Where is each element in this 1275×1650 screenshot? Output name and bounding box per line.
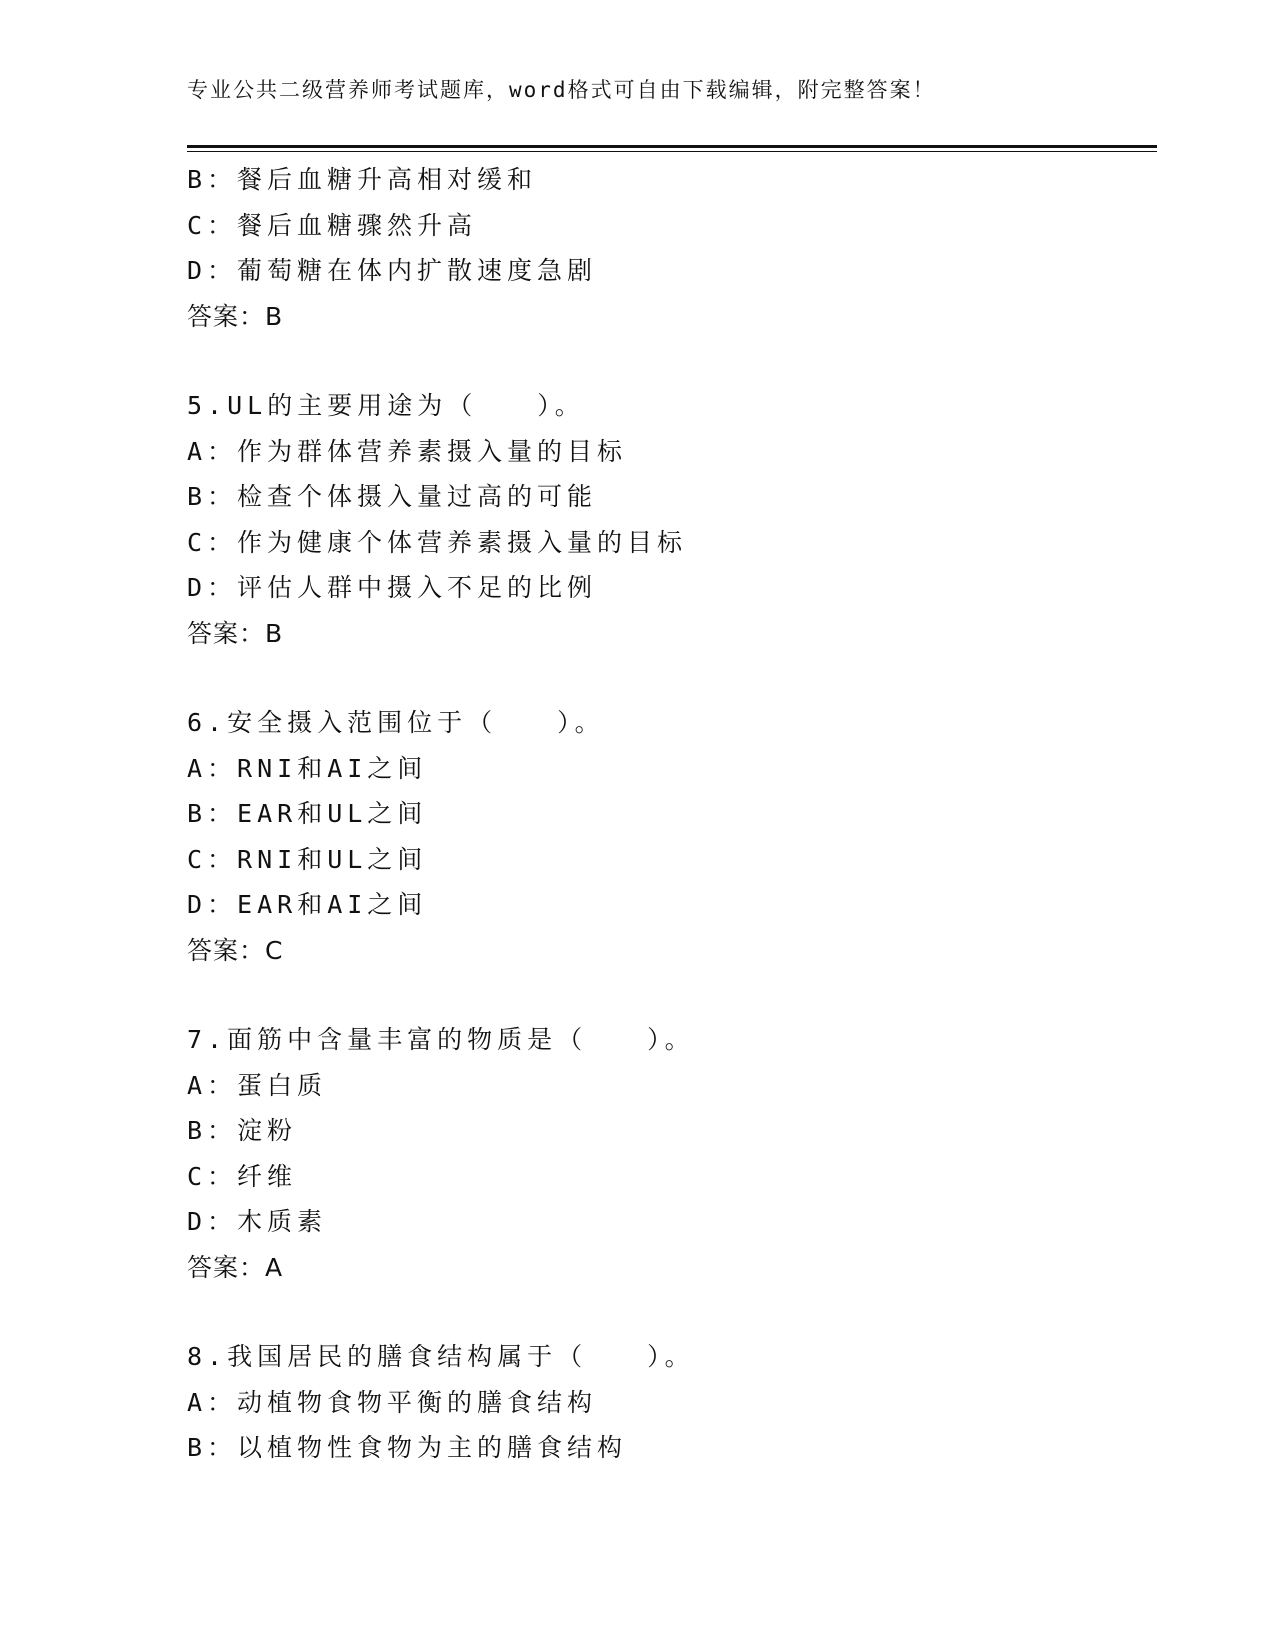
option-b: B：餐后血糖升高相对缓和 — [187, 165, 538, 194]
option-c: C：作为健康个体营养素摄入量的目标 — [187, 527, 688, 557]
question-stem: 5.UL的主要用途为（ ）。 — [187, 391, 585, 420]
question-stem: 6.安全摄入范围位于（ ）。 — [187, 708, 605, 737]
option-c: C：RNI和UL之间 — [187, 844, 428, 874]
option-b: B：EAR和UL之间 — [187, 799, 428, 828]
option-a: A：作为群体营养素摄入量的目标 — [187, 436, 628, 466]
question-8 — [187, 1334, 1147, 1471]
option-d: D：评估人群中摄入不足的比例 — [187, 573, 598, 602]
continued-question — [187, 157, 1147, 339]
option-b: B：检查个体摄入量过高的可能 — [187, 482, 598, 511]
option-d: D：木质素 — [187, 1207, 328, 1236]
question-5 — [187, 383, 1147, 656]
page-header: 专业公共二级营养师考试题库，word格式可自由下载编辑，附完整答案！ — [187, 78, 936, 102]
option-c: C：纤维 — [187, 1161, 298, 1191]
question-7 — [187, 1017, 1147, 1290]
option-a: A：蛋白质 — [187, 1070, 328, 1100]
answer-line: 答案：B — [187, 301, 284, 331]
answer-line: 答案：B — [187, 618, 284, 648]
answer-line: 答案：A — [187, 1252, 284, 1282]
question-6 — [187, 700, 1147, 973]
header-rule-thick — [187, 145, 1157, 148]
option-d: D：EAR和AI之间 — [187, 890, 428, 919]
question-stem: 7.面筋中含量丰富的物质是（ ）。 — [187, 1025, 695, 1054]
question-content — [187, 157, 1147, 1471]
option-d: D：葡萄糖在体内扩散速度急剧 — [187, 256, 598, 285]
option-a: A：动植物食物平衡的膳食结构 — [187, 1387, 598, 1417]
question-stem: 8.我国居民的膳食结构属于（ ）。 — [187, 1342, 695, 1371]
option-b: B：淀粉 — [187, 1116, 298, 1145]
header-rule-thin — [187, 151, 1157, 152]
option-a: A：RNI和AI之间 — [187, 753, 428, 783]
option-c: C：餐后血糖骤然升高 — [187, 210, 478, 240]
answer-line: 答案：C — [187, 935, 284, 965]
option-b: B：以植物性食物为主的膳食结构 — [187, 1433, 628, 1462]
